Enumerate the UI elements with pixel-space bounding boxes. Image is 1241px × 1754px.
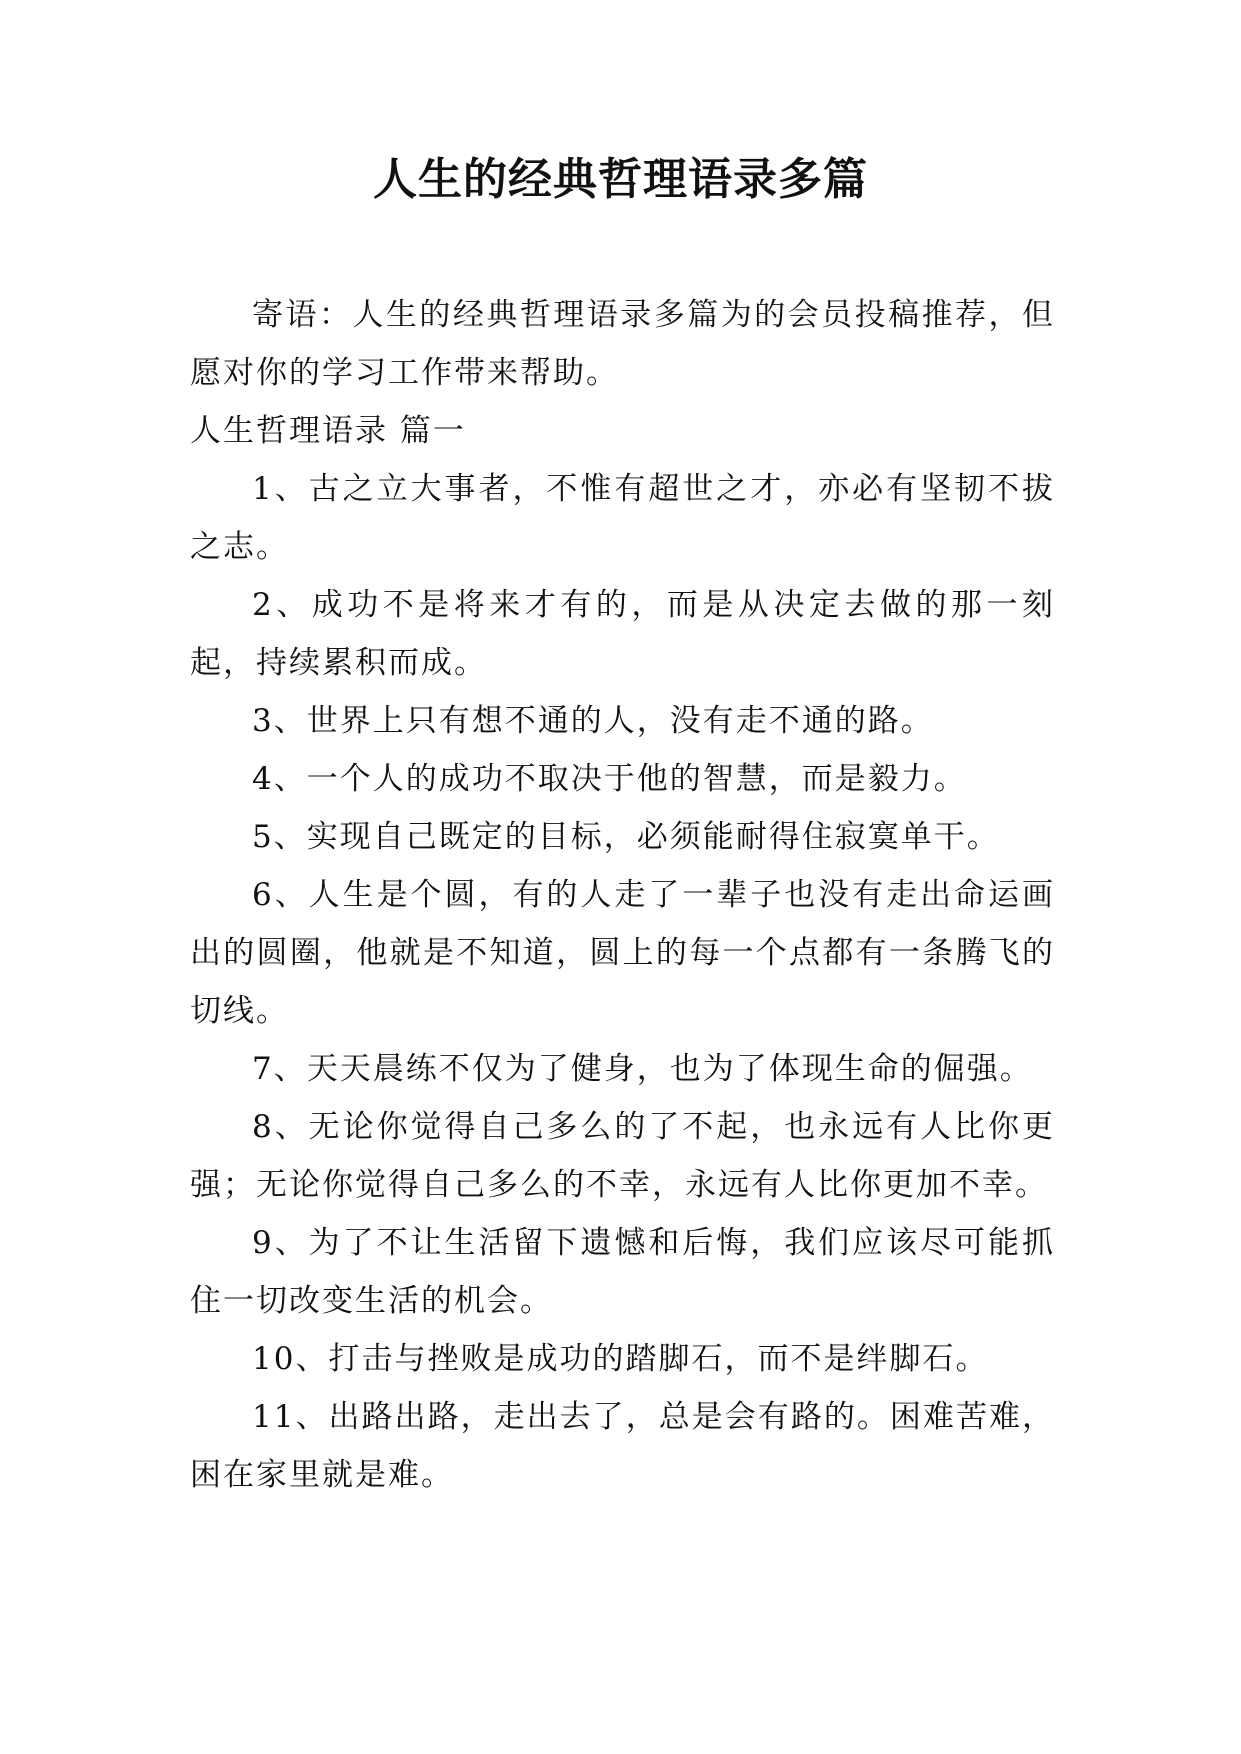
section-heading: 人生哲理语录 篇一 [190,413,466,449]
quote-paragraph: 3、世界上只有想不通的人，没有走不通的路。 [252,703,934,739]
quote-paragraph: 11、出路出路，走出去了，总是会有路的。困难苦难，困在家里就是难。 [190,1399,1055,1493]
document-body [190,286,1055,1504]
quote-paragraph: 4、一个人的成功不取决于他的智慧，而是毅力。 [252,761,967,797]
quote-paragraph: 10、打击与挫败是成功的踏脚石，而不是绊脚石。 [252,1341,989,1377]
quote-paragraph: 1、古之立大事者，不惟有超世之才，亦必有坚韧不拔之志。 [190,471,1055,565]
quote-paragraph: 2、成功不是将来才有的，而是从决定去做的那一刻起，持续累积而成。 [190,587,1055,681]
intro-paragraph: 寄语：人生的经典哲理语录多篇为的会员投稿推荐，但愿对你的学习工作带来帮助。 [190,297,1055,391]
quote-paragraph: 7、天天晨练不仅为了健身，也为了体现生命的倔强。 [252,1051,1033,1087]
quote-paragraph: 8、无论你觉得自己多么的了不起，也永远有人比你更强；无论你觉得自己多么的不幸，永远有人比你更加不幸。 [190,1109,1055,1203]
quote-paragraph: 6、人生是个圆，有的人走了一辈子也没有走出命运画出的圆圈，他就是不知道，圆上的每一个点都有一条腾飞的切线。 [190,877,1055,1029]
quote-paragraph: 5、实现自己既定的目标，必须能耐得住寂寞单干。 [252,819,1000,855]
document-title: 人生的经典哲理语录多篇 [373,154,868,205]
quote-paragraph: 9、为了不让生活留下遗憾和后悔，我们应该尽可能抓住一切改变生活的机会。 [190,1225,1055,1319]
